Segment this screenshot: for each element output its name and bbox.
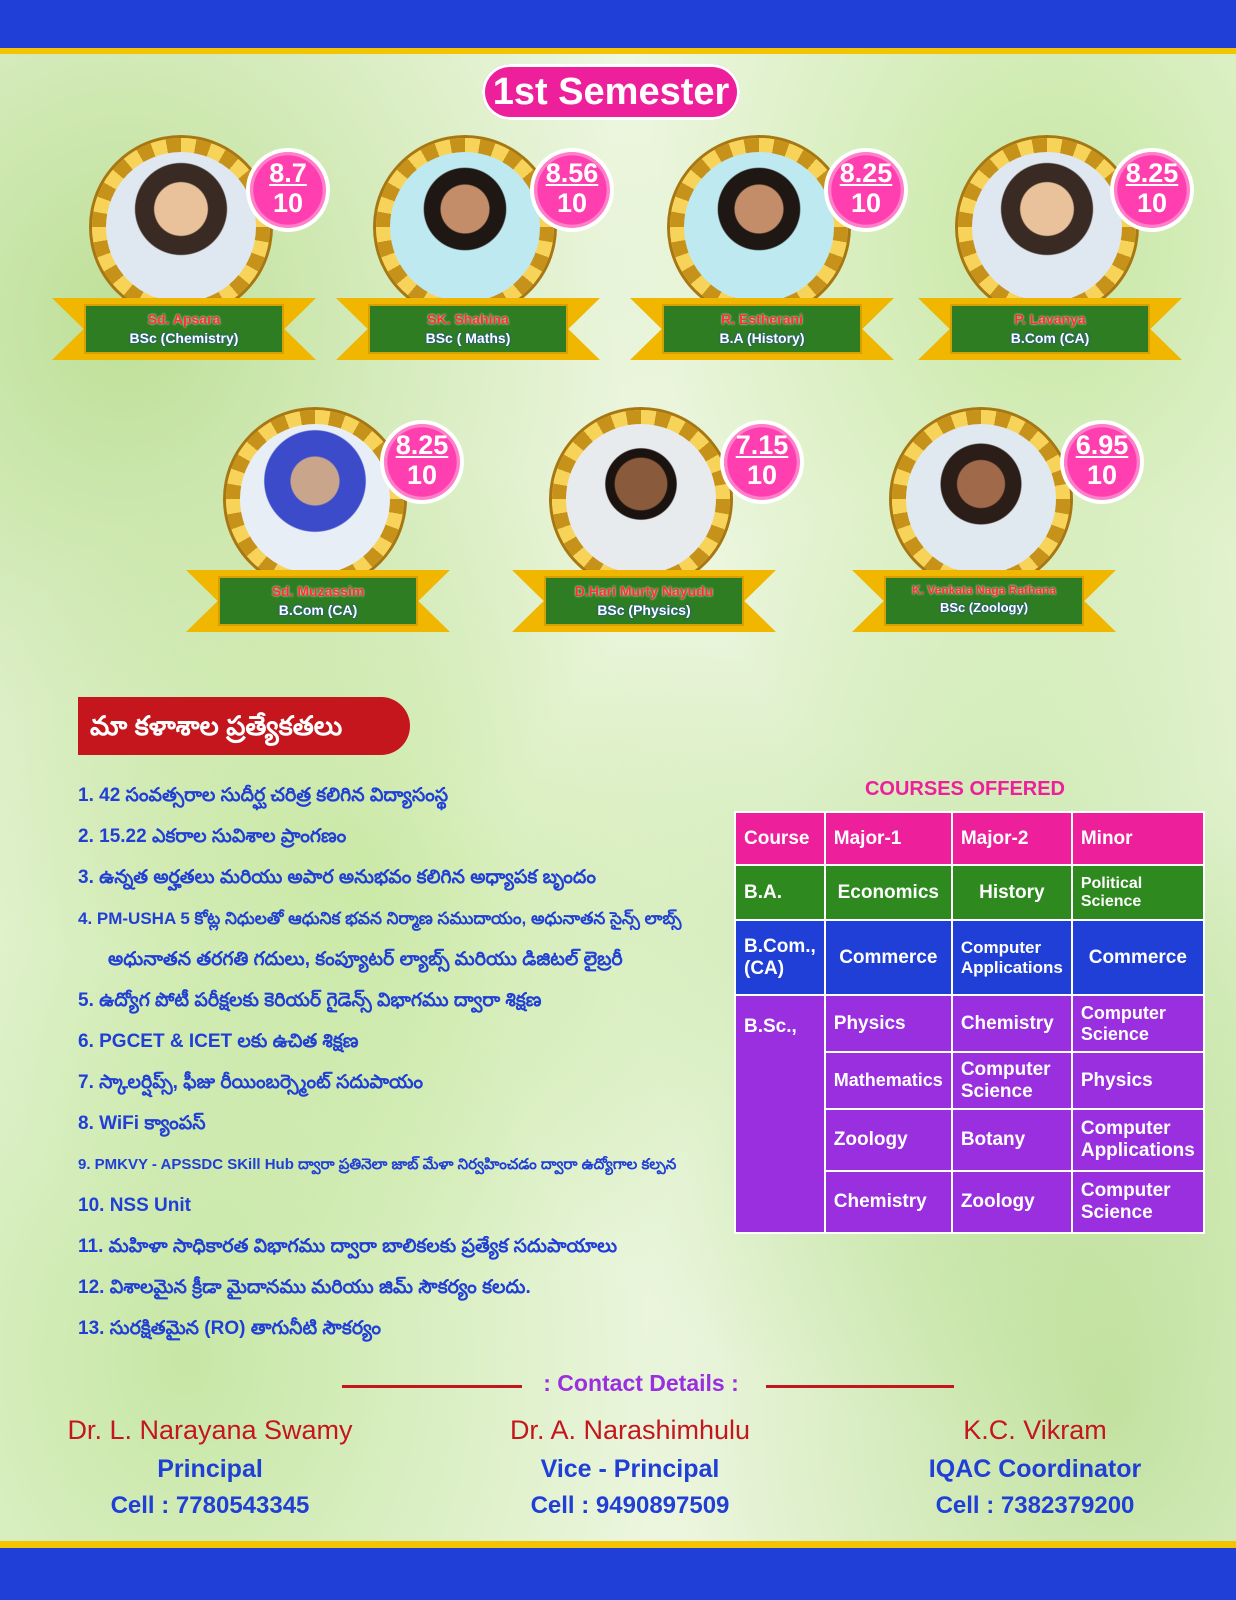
feature-item: 10. NSS Unit xyxy=(78,1195,191,1216)
score-max: 10 xyxy=(1136,188,1168,218)
major1-cell: Mathematics xyxy=(825,1052,952,1109)
ribbon-label xyxy=(370,306,566,352)
major1-cell: Economics xyxy=(825,865,952,920)
student-name: P. Lavanya xyxy=(1014,311,1086,327)
score-badge xyxy=(250,152,326,228)
student-name: Sd. Apsara xyxy=(147,311,221,327)
minor-cell: Physics xyxy=(1072,1052,1204,1109)
student-photo xyxy=(240,424,390,574)
minor-cell: Computer Science xyxy=(1072,1171,1204,1233)
feature-item: అధునాతన తరగతి గదులు, కంప్యూటర్ ల్యాబ్స్ మరియు డిజిటల్ లైబ్రరీ xyxy=(108,949,623,970)
bottom-band xyxy=(0,1541,1236,1600)
score-value: 8.56 xyxy=(545,158,599,188)
score-max: 10 xyxy=(556,188,588,218)
feature-item: 1. 42 సంవత్సరాల సుదీర్ఘ చరిత్ర కలిగిన విద్యాసంస్థ xyxy=(78,785,449,806)
score-badge xyxy=(1064,424,1140,500)
course-cell: B.Com., (CA) xyxy=(735,920,825,995)
student-photo xyxy=(684,152,834,302)
header-cell: Major-2 xyxy=(952,812,1072,865)
photo-frame xyxy=(552,410,730,588)
header-cell: Major-1 xyxy=(825,812,952,865)
ribbon-label xyxy=(220,578,416,624)
score-value: 8.25 xyxy=(395,430,449,460)
major1-cell: Zoology xyxy=(825,1109,952,1171)
student-card xyxy=(630,138,900,368)
score-value: 8.25 xyxy=(1125,158,1179,188)
minor-cell: Computer Applications xyxy=(1072,1109,1204,1171)
score-badge xyxy=(724,424,800,500)
person-phone: Cell : 7780543345 xyxy=(110,1492,310,1519)
student-card xyxy=(918,138,1188,368)
table-row xyxy=(735,920,1204,995)
major1-cell: Commerce xyxy=(825,920,952,995)
courses-table xyxy=(734,811,1205,1234)
ribbon-label xyxy=(952,306,1148,352)
student-photo xyxy=(566,424,716,574)
score-value: 7.15 xyxy=(735,430,789,460)
contact-divider-right xyxy=(766,1385,954,1388)
contact-person xyxy=(855,1410,1215,1524)
student-course: BSc ( Maths) xyxy=(425,330,511,346)
feature-item: 12. విశాలమైన క్రీడా మైదానము మరియు జిమ్ సౌకర్యం కలదు. xyxy=(78,1277,531,1298)
photo-frame xyxy=(670,138,848,316)
minor-cell: Political Science xyxy=(1072,865,1204,920)
major2-cell: Zoology xyxy=(952,1171,1072,1233)
person-name: Dr. L. Narayana Swamy xyxy=(67,1415,353,1445)
student-course: BSc (Zoology) xyxy=(939,600,1029,615)
major2-cell: History xyxy=(952,865,1072,920)
person-phone: Cell : 9490897509 xyxy=(530,1492,730,1519)
student-name: SK. Shahina xyxy=(427,311,509,327)
student-course: BSc (Chemistry) xyxy=(129,330,239,346)
major1-cell: Physics xyxy=(825,995,952,1052)
person-name: K.C. Vikram xyxy=(963,1415,1107,1445)
ribbon-label xyxy=(546,578,742,624)
student-card xyxy=(336,138,606,368)
feature-item: 8. WiFi క్యాంపస్ xyxy=(78,1113,206,1134)
contact-divider-left xyxy=(342,1385,522,1388)
student-photo xyxy=(390,152,540,302)
table-row xyxy=(735,995,1204,1052)
person-name: Dr. A. Narashimhulu xyxy=(509,1415,751,1445)
courses-title: COURSES OFFERED xyxy=(864,778,1066,800)
student-course: B.Com (CA) xyxy=(278,602,358,618)
major2-cell: Computer Applications xyxy=(952,920,1072,995)
feature-item: 11. మహిళా సాధికారత విభాగము ద్వారా బాలికలకు ప్రత్యేక సదుపాయాలు xyxy=(78,1236,618,1257)
photo-frame xyxy=(892,410,1070,588)
score-value: 8.25 xyxy=(839,158,893,188)
student-name: D.Hari Murty Nayudu xyxy=(574,583,714,599)
student-card xyxy=(186,410,456,640)
major1-cell: Chemistry xyxy=(825,1171,952,1233)
feature-item: 3. ఉన్నత అర్హతలు మరియు అపార అనుభవం కలిగిన అధ్యాపక బృందం xyxy=(78,867,596,888)
major2-cell: Chemistry xyxy=(952,995,1072,1052)
student-course: BSc (Physics) xyxy=(597,602,691,618)
minor-cell: Commerce xyxy=(1072,920,1204,995)
photo-frame xyxy=(376,138,554,316)
features-list xyxy=(78,775,718,1349)
score-badge xyxy=(534,152,610,228)
student-photo xyxy=(106,152,256,302)
feature-item: 5. ఉద్యోగ పోటీ పరీక్షలకు కెరియర్ గైడెన్స్ విభాగము ద్వారా శిక్షణ xyxy=(78,990,542,1011)
photo-frame xyxy=(92,138,270,316)
score-max: 10 xyxy=(746,460,778,490)
minor-cell: Computer Science xyxy=(1072,995,1204,1052)
ribbon-label xyxy=(886,578,1082,624)
score-max: 10 xyxy=(272,188,304,218)
score-badge xyxy=(828,152,904,228)
person-role: Principal xyxy=(157,1455,263,1483)
contact-person xyxy=(30,1410,390,1524)
photo-frame xyxy=(226,410,404,588)
score-value: 6.95 xyxy=(1075,430,1129,460)
feature-item: 13. సురక్షితమైన (RO) తాగునీటి సౌకర్యం xyxy=(78,1318,382,1339)
student-name: K. Venkata Naga Rathana xyxy=(911,583,1057,597)
student-card xyxy=(52,138,322,368)
student-card xyxy=(852,410,1129,640)
feature-item: 6. PGCET & ICET లకు ఉచిత శిక్షణ xyxy=(78,1031,359,1052)
person-role: Vice - Principal xyxy=(540,1455,720,1483)
photo-frame xyxy=(958,138,1136,316)
contact-person xyxy=(450,1410,810,1524)
contact-title: : Contact Details : xyxy=(543,1370,739,1396)
student-photo xyxy=(906,424,1056,574)
student-course: B.Com (CA) xyxy=(1010,330,1090,346)
student-photo xyxy=(972,152,1122,302)
score-max: 10 xyxy=(406,460,438,490)
feature-item: 7. స్కాలర్షిప్స్, ఫీజు రీయింబర్స్మెంట్ సదుపాయం xyxy=(78,1072,424,1093)
major2-cell: Computer Science xyxy=(952,1052,1072,1109)
major2-cell: Botany xyxy=(952,1109,1072,1171)
ribbon-label xyxy=(664,306,860,352)
header-cell: Minor xyxy=(1072,812,1204,865)
course-cell: B.Sc., xyxy=(735,995,825,1233)
table-row xyxy=(735,865,1204,920)
feature-item: 9. PMKVY - APSSDC SKill Hub ద్వారా ప్రతినెలా జాబ్ మేళా నిర్వహించడం ద్వారా ఉద్యోగాల కల్పన xyxy=(78,1156,677,1173)
course-cell: B.A. xyxy=(735,865,825,920)
feature-item: 4. PM-USHA 5 కోట్ల నిధులతో ఆధునిక భవన నిర్మాణ సముదాయం, అధునాతన సైన్స్ లాబ్స్ xyxy=(78,909,682,928)
student-card xyxy=(512,410,789,640)
table-header-row xyxy=(735,812,1204,865)
score-badge xyxy=(384,424,460,500)
features-title: మా కళాశాల ప్రత్యేకతలు xyxy=(78,697,410,755)
header-cell: Course xyxy=(735,812,825,865)
person-phone: Cell : 7382379200 xyxy=(935,1492,1135,1519)
top-band xyxy=(0,0,1236,54)
student-name: Sd. Muzassim xyxy=(271,583,365,599)
score-badge xyxy=(1114,152,1190,228)
ribbon-label xyxy=(86,306,282,352)
score-max: 10 xyxy=(1086,460,1118,490)
semester-title: 1st Semester xyxy=(482,64,740,120)
student-name: R. Estherani xyxy=(721,311,803,327)
feature-item: 2. 15.22 ఎకరాల సువిశాల ప్రాంగణం xyxy=(78,826,347,847)
student-course: B.A (History) xyxy=(719,330,805,346)
score-max: 10 xyxy=(850,188,882,218)
person-role: IQAC Coordinator xyxy=(928,1455,1142,1483)
score-value: 8.7 xyxy=(269,158,307,188)
